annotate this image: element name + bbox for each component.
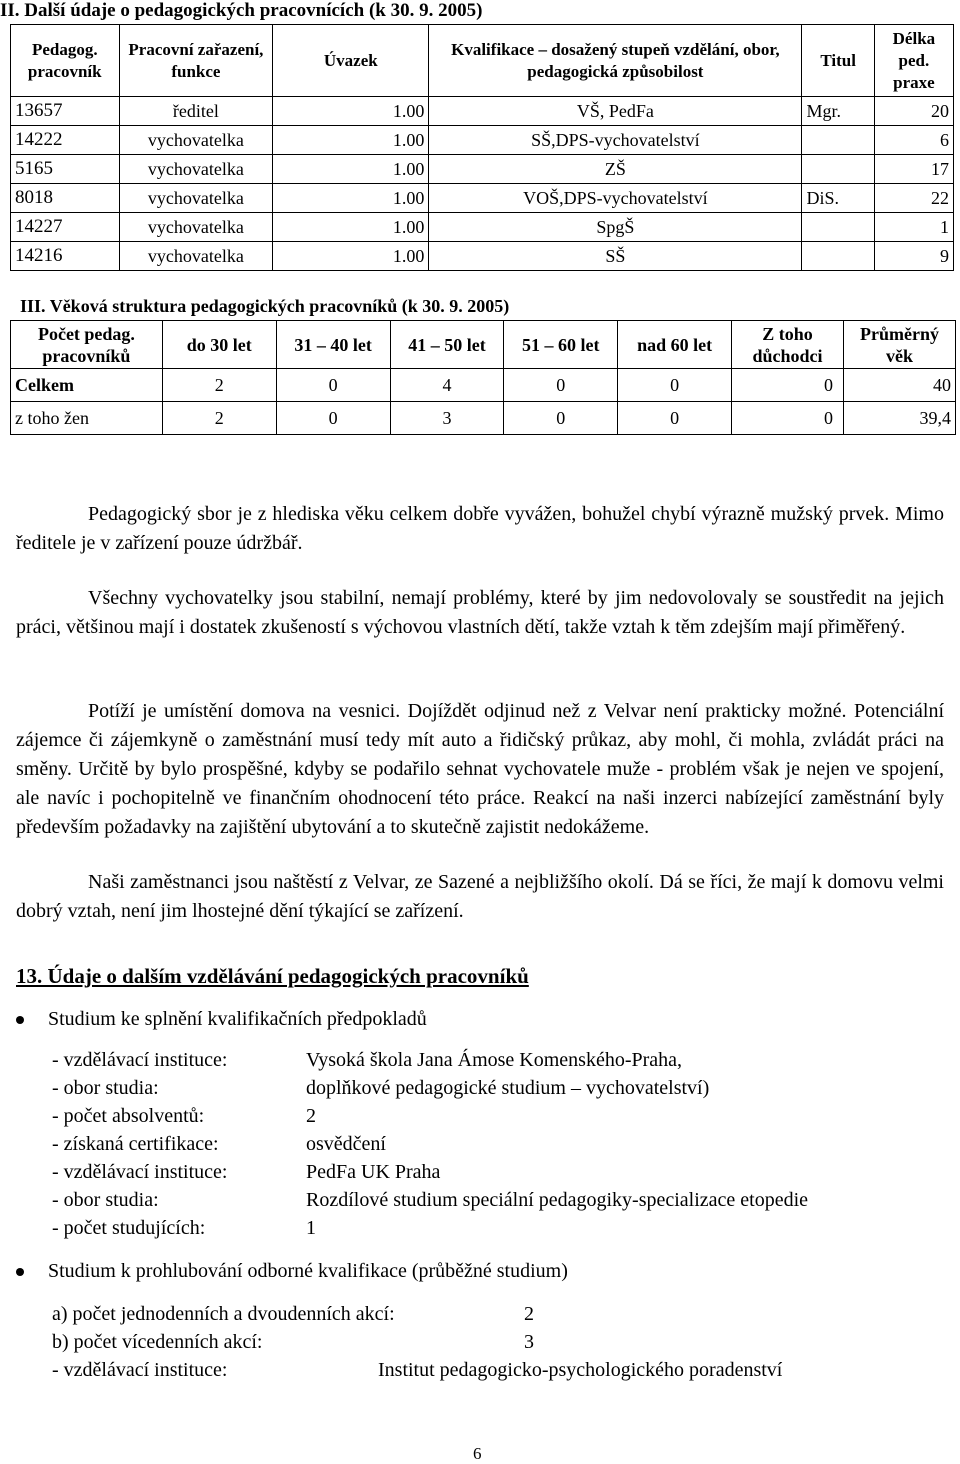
list-value: 2 — [524, 1303, 534, 1325]
age-structure-table — [10, 320, 956, 435]
cell-value: 0 — [732, 402, 844, 435]
cell-title — [802, 242, 874, 271]
table-row — [11, 126, 954, 155]
cell-value: 2 — [162, 369, 276, 402]
header-load: Úvazek — [273, 25, 429, 97]
list-label: a) počet jednodenních a dvoudenních akcí: — [52, 1303, 395, 1325]
list-label: - vzdělávací instituce: — [52, 1359, 228, 1381]
paragraph-staff-balance: Pedagogický sbor je z hlediska věku celkem dobře vyvážen, bohužel chybí výrazně mužský prvek. Mimo ředitele je v zařízení pouze údržbář. — [16, 503, 944, 554]
table-row — [11, 369, 956, 402]
cell-load: 1.00 — [273, 97, 429, 126]
cell-value: 3 — [390, 402, 504, 435]
cell-load: 1.00 — [273, 242, 429, 271]
cell-value: 0 — [732, 369, 844, 402]
cell-value: 40 — [843, 369, 955, 402]
list-value: Institut pedagogicko-psychologického poradenství — [378, 1359, 783, 1381]
cell-years: 1 — [874, 213, 953, 242]
list-item — [52, 1130, 952, 1158]
cell-id: 14222 — [11, 126, 120, 155]
cell-role: ředitel — [119, 97, 273, 126]
cell-id: 8018 — [11, 184, 120, 213]
cell-years: 20 — [874, 97, 953, 126]
table-row — [11, 242, 954, 271]
cell-value: 0 — [504, 402, 618, 435]
list-item — [52, 1074, 952, 1102]
cell-role: vychovatelka — [119, 242, 273, 271]
bullet-icon — [16, 1016, 24, 1024]
bullet-text: Studium k prohlubování odborné kvalifikace (průběžné studium) — [48, 1260, 568, 1282]
list-item — [52, 1214, 952, 1242]
bullet-continuing-study — [16, 1260, 568, 1283]
cell-load: 1.00 — [273, 213, 429, 242]
cell-role: vychovatelka — [119, 126, 273, 155]
list-item — [52, 1046, 952, 1074]
cell-value: 0 — [276, 402, 390, 435]
paragraph-employees: Naši zaměstnanci jsou naštěstí z Velvar, ze Sazené a nejbližšího okolí. Dá se říci, že mají k domovu velmi dobrý vztah, není jim lhostejné dění týkající se zařízení. — [16, 871, 944, 922]
cell-years: 22 — [874, 184, 953, 213]
list-label: - vzdělávací instituce: — [52, 1161, 228, 1183]
table-row — [11, 402, 956, 435]
cell-qualification: ZŠ — [429, 155, 802, 184]
list-item — [52, 1328, 952, 1356]
bullet-qualification-study — [16, 1008, 427, 1031]
list-value: osvědčení — [306, 1133, 386, 1155]
cell-id: 5165 — [11, 155, 120, 184]
section-ii-title: II. Další údaje o pedagogických pracovnících (k 30. 9. 2005) — [0, 0, 483, 21]
cell-id: 14216 — [11, 242, 120, 271]
list-value: doplňkové pedagogické studium – vychovatelství) — [306, 1077, 710, 1099]
bullet-icon — [16, 1268, 24, 1276]
header-51-60: 51 – 60 let — [504, 321, 618, 369]
section-iii-title: III. Věková struktura pedagogických pracovníků (k 30. 9. 2005) — [20, 296, 510, 316]
list-item — [52, 1356, 952, 1384]
list-value: Rozdílové studium speciální pedagogiky-specializace etopedie — [306, 1189, 809, 1211]
qualification-study-list — [52, 1046, 952, 1242]
cell-id: 13657 — [11, 97, 120, 126]
table-row — [11, 155, 954, 184]
cell-qualification: SŠ — [429, 242, 802, 271]
cell-value: 0 — [504, 369, 618, 402]
page-number: 6 — [473, 1444, 482, 1463]
cell-title: Mgr. — [802, 97, 874, 126]
paragraph-educators: Všechny vychovatelky jsou stabilní, nemají problémy, které by jim nedovolovaly se soustředit na jejich práci, většinou mají i dostatek zkušeností s výchovou vlastních dětí, takže vztah k těm zdejším mají přiměřený. — [16, 587, 944, 638]
list-item — [52, 1102, 952, 1130]
continuing-study-list — [52, 1300, 952, 1384]
header-average-age: Průměrný věk — [843, 321, 955, 369]
list-label: - získaná certifikace: — [52, 1133, 219, 1155]
bullet-text: Studium ke splnění kvalifikačních předpokladů — [48, 1008, 427, 1030]
list-item — [52, 1300, 952, 1328]
header-staff: Pedagog. pracovník — [11, 25, 120, 97]
list-label: - obor studia: — [52, 1077, 159, 1099]
cell-value: 0 — [276, 369, 390, 402]
cell-role: vychovatelka — [119, 213, 273, 242]
list-value: 1 — [306, 1217, 316, 1239]
header-role: Pracovní zařazení, funkce — [119, 25, 273, 97]
row-label: z toho žen — [11, 402, 163, 435]
list-item — [52, 1158, 952, 1186]
staff-table — [10, 24, 954, 271]
list-value: Vysoká škola Jana Ámose Komenského-Praha, — [306, 1049, 683, 1071]
header-years: Délka ped. praxe — [874, 25, 953, 97]
cell-value: 0 — [618, 402, 732, 435]
list-value: 2 — [306, 1105, 316, 1127]
cell-load: 1.00 — [273, 155, 429, 184]
cell-title — [802, 126, 874, 155]
cell-qualification: SŠ,DPS-vychovatelství — [429, 126, 802, 155]
list-item — [52, 1186, 952, 1214]
cell-load: 1.00 — [273, 184, 429, 213]
list-value: PedFa UK Praha — [306, 1161, 441, 1183]
cell-years: 9 — [874, 242, 953, 271]
cell-qualification: SpgŠ — [429, 213, 802, 242]
header-title: Titul — [802, 25, 874, 97]
cell-role: vychovatelka — [119, 184, 273, 213]
table-row — [11, 184, 954, 213]
cell-title: DiS. — [802, 184, 874, 213]
cell-title — [802, 213, 874, 242]
header-over-60: nad 60 let — [618, 321, 732, 369]
cell-value: 4 — [390, 369, 504, 402]
paragraph-location: Potíží je umístění domova na vesnici. Dojíždět odjinud než z Velvar není prakticky možné. Potenciální zájemce či zájemkyně o zaměstnání musí tedy mít auto a řidičský průkaz, aby mohl, či mohla, zvládát práci na směny. Určitě by bylo prospěšné, kdyby se podařilo sehnat vychovatele muže - problém však je nejen ve spojení, ale navíc i pochopitelně ve finančním ohodnocení této práce. Reakcí na naši inzerci nabízející zaměstnání byly především požadavky na zajištění ubytování a to skutečně zajistit nedokážeme. — [16, 700, 944, 838]
list-label: - počet absolventů: — [52, 1105, 205, 1127]
section-13-title: 13. Údaje o dalším vzdělávání pedagogických pracovníků — [16, 964, 529, 988]
list-label: b) počet vícedenních akcí: — [52, 1331, 263, 1353]
cell-load: 1.00 — [273, 126, 429, 155]
cell-years: 17 — [874, 155, 953, 184]
cell-years: 6 — [874, 126, 953, 155]
cell-qualification: VOŠ,DPS-vychovatelství — [429, 184, 802, 213]
header-retirees: Z toho důchodci — [732, 321, 844, 369]
header-under-30: do 30 let — [162, 321, 276, 369]
header-31-40: 31 – 40 let — [276, 321, 390, 369]
cell-title — [802, 155, 874, 184]
cell-value: 0 — [618, 369, 732, 402]
cell-qualification: VŠ, PedFa — [429, 97, 802, 126]
header-qualification: Kvalifikace – dosažený stupeň vzdělání, obor, pedagogická způsobilost — [429, 25, 802, 97]
cell-value: 2 — [162, 402, 276, 435]
header-41-50: 41 – 50 let — [390, 321, 504, 369]
table-row — [11, 97, 954, 126]
list-label: - vzdělávací instituce: — [52, 1049, 228, 1071]
list-label: - počet studujících: — [52, 1217, 206, 1239]
row-label: Celkem — [11, 369, 163, 402]
header-count: Počet pedag. pracovníků — [11, 321, 163, 369]
cell-id: 14227 — [11, 213, 120, 242]
cell-value: 39,4 — [843, 402, 955, 435]
cell-role: vychovatelka — [119, 155, 273, 184]
list-label: - obor studia: — [52, 1189, 159, 1211]
list-value: 3 — [524, 1331, 534, 1353]
table-row — [11, 213, 954, 242]
